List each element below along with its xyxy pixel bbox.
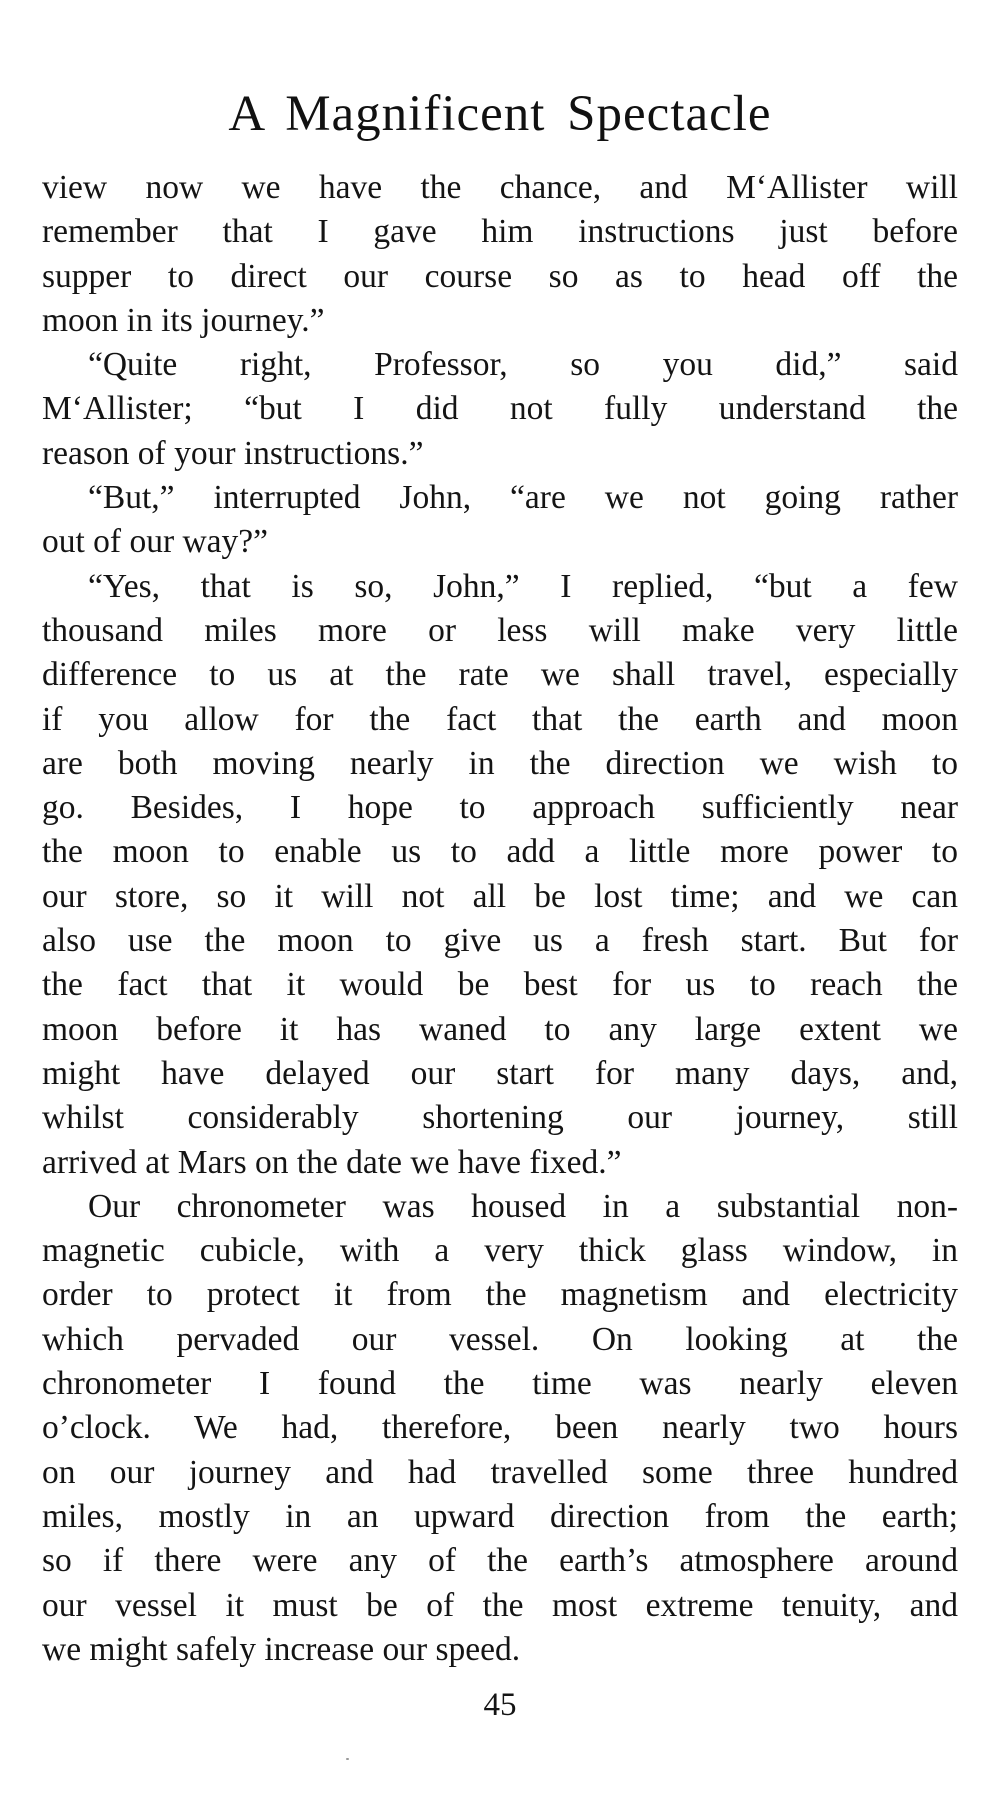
text-line: Our chronometer was housed in a substantial non- xyxy=(88,1187,958,1225)
text-line: moon before it has waned to any large extent we xyxy=(42,1010,958,1048)
text-line: moon in its journey.” xyxy=(42,301,325,339)
body-text xyxy=(42,166,958,1672)
text-line: the fact that it would be best for us to reach the xyxy=(42,966,958,1004)
text-line: order to protect it from the magnetism and electricity xyxy=(42,1276,958,1314)
text-line: chronometer I found the time was nearly eleven xyxy=(42,1365,958,1403)
text-line: which pervaded our vessel. On looking at the xyxy=(42,1320,958,1358)
text-line: reason of your instructions.” xyxy=(42,434,424,472)
text-line: thousand miles more or less will make very little xyxy=(42,611,958,649)
text-line: view now we have the chance, and M‘Allister will xyxy=(42,169,958,206)
text-line: magnetic cubicle, with a very thick glass window, in xyxy=(42,1232,958,1270)
text-line: “Quite right, Professor, so you did,” said xyxy=(88,346,958,384)
text-line: the moon to enable us to add a little more power to xyxy=(42,833,958,871)
text-line: M‘Allister; “but I did not fully understand the xyxy=(42,390,958,428)
text-line: whilst considerably shortening our journey, still xyxy=(42,1099,958,1137)
text-line: difference to us at the rate we shall travel, especially xyxy=(42,656,958,694)
text-line: “Yes, that is so, John,” I replied, “but a few xyxy=(88,567,958,605)
running-title: A Magnificent Spectacle xyxy=(228,86,772,142)
text-line: “But,” interrupted John, “are we not going rather xyxy=(88,479,958,517)
text-line: arrived at Mars on the date we have fixed.” xyxy=(42,1143,622,1181)
text-line: so if there were any of the earth’s atmosphere around xyxy=(42,1542,958,1580)
text-line: might have delayed our start for many days, and, xyxy=(42,1054,958,1092)
text-line: remember that I gave him instructions just before xyxy=(42,213,958,251)
text-line: our store, so it will not all be lost time; and we can xyxy=(42,877,958,915)
page-number: 45 xyxy=(483,1687,517,1723)
text-line: if you allow for the fact that the earth and moon xyxy=(42,700,958,738)
text-line: o’clock. We had, therefore, been nearly two hours xyxy=(42,1409,958,1447)
text-line: out of our way?” xyxy=(42,523,269,561)
text-line: we might safely increase our speed. xyxy=(42,1630,521,1668)
ink-speck xyxy=(346,1758,349,1760)
text-line: are both moving nearly in the direction we wish to xyxy=(42,744,958,782)
text-line: supper to direct our course so as to head off the xyxy=(42,257,958,295)
text-line: miles, mostly in an upward direction from the earth; xyxy=(42,1497,958,1535)
text-line: on our journey and had travelled some three hundred xyxy=(42,1453,958,1491)
text-line: go. Besides, I hope to approach sufficiently near xyxy=(42,789,958,827)
text-line: our vessel it must be of the most extreme tenuity, and xyxy=(42,1586,958,1624)
text-line: also use the moon to give us a fresh start. But for xyxy=(42,922,958,960)
